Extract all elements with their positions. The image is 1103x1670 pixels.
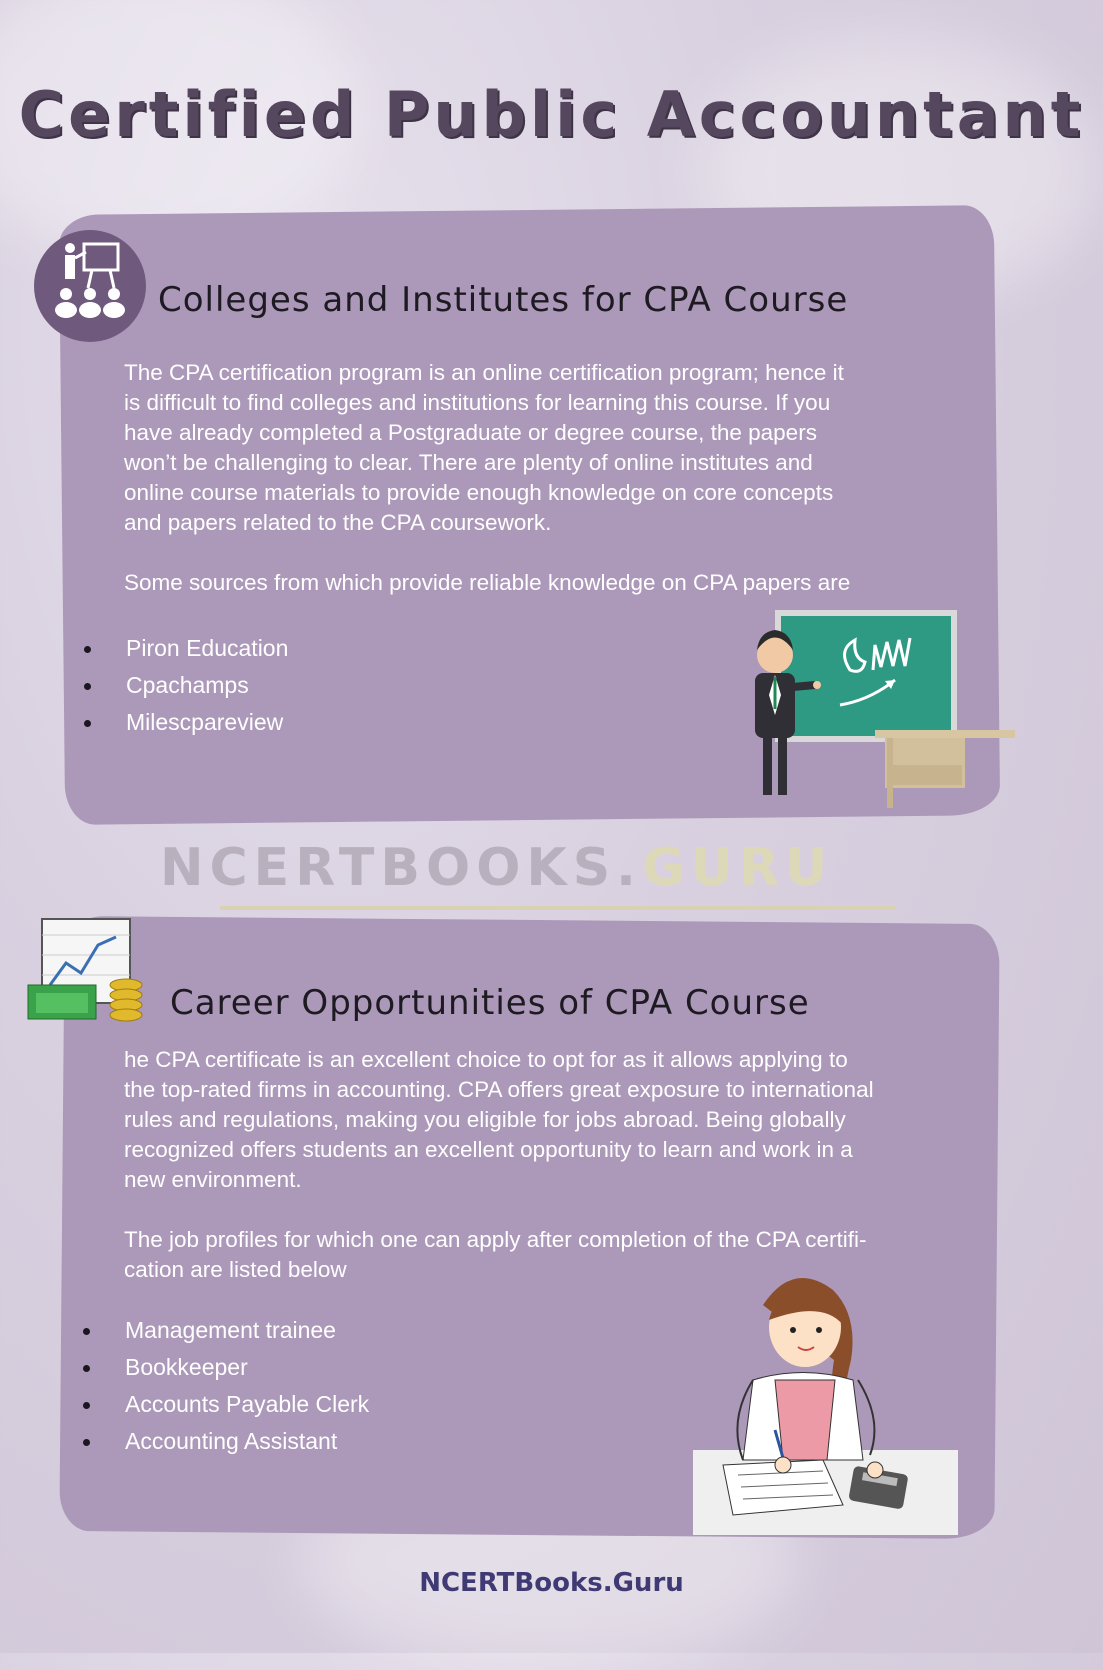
- teacher-illustration: [735, 605, 1020, 810]
- list-item: Piron Education: [104, 630, 288, 667]
- section-paragraph-colleges: [124, 358, 844, 538]
- paragraph-line: new environment.: [124, 1167, 302, 1192]
- paragraph-line: the top-rated firms in accounting. CPA offers great exposure to international: [124, 1077, 874, 1102]
- list-item: Accounting Assistant: [103, 1423, 369, 1460]
- section-paragraph-career: [124, 1045, 874, 1195]
- list-item: Bookkeeper: [103, 1349, 369, 1386]
- paragraph-line: The CPA certification program is an online certification program; hence it: [124, 360, 844, 385]
- paragraph-line: and papers related to the CPA coursework.: [124, 510, 552, 535]
- job-profiles-list: [103, 1312, 369, 1460]
- paragraph-line: online course materials to provide enough knowledge on core concepts: [124, 480, 834, 505]
- finance-chart-icon: [26, 915, 146, 1030]
- list-item: Milescpareview: [104, 704, 288, 741]
- presentation-icon: [34, 230, 146, 342]
- paragraph-line: rules and regulations, making you eligible for jobs abroad. Being globally: [124, 1107, 846, 1132]
- sources-intro: Some sources from which provide reliable knowledge on CPA papers are: [124, 570, 851, 595]
- accountant-illustration: [693, 1265, 958, 1535]
- paragraph-line: have already completed a Postgraduate or degree course, the papers: [124, 420, 817, 445]
- list-item: Management trainee: [103, 1312, 369, 1349]
- watermark-accent: GURU: [641, 838, 834, 898]
- paragraph-line: won’t be challenging to clear. There are plenty of online institutes and: [124, 450, 813, 475]
- watermark-main: NCERTBOOKS.: [160, 838, 642, 898]
- page-title: Certified Public Accountant: [18, 78, 1085, 151]
- list-item: Cpachamps: [104, 667, 288, 704]
- section-heading-colleges: Colleges and Institutes for CPA Course: [158, 280, 849, 320]
- list-item: Accounts Payable Clerk: [103, 1386, 369, 1423]
- paragraph-line: recognized offers students an excellent opportunity to learn and work in a: [124, 1137, 853, 1162]
- watermark: [160, 838, 833, 898]
- watermark-underline: [220, 906, 895, 910]
- paragraph-line: is difficult to find colleges and institutions for learning this course. If you: [124, 390, 831, 415]
- footer-brand: NCERTBooks.Guru: [419, 1568, 684, 1598]
- paragraph-line: he CPA certificate is an excellent choice to opt for as it allows applying to: [124, 1047, 848, 1072]
- paragraph-line: The job profiles for which one can apply after completion of the CPA certifi-: [124, 1227, 867, 1252]
- sources-list: [104, 630, 288, 741]
- section-heading-career: Career Opportunities of CPA Course: [170, 983, 810, 1023]
- paragraph-line: cation are listed below: [124, 1257, 347, 1282]
